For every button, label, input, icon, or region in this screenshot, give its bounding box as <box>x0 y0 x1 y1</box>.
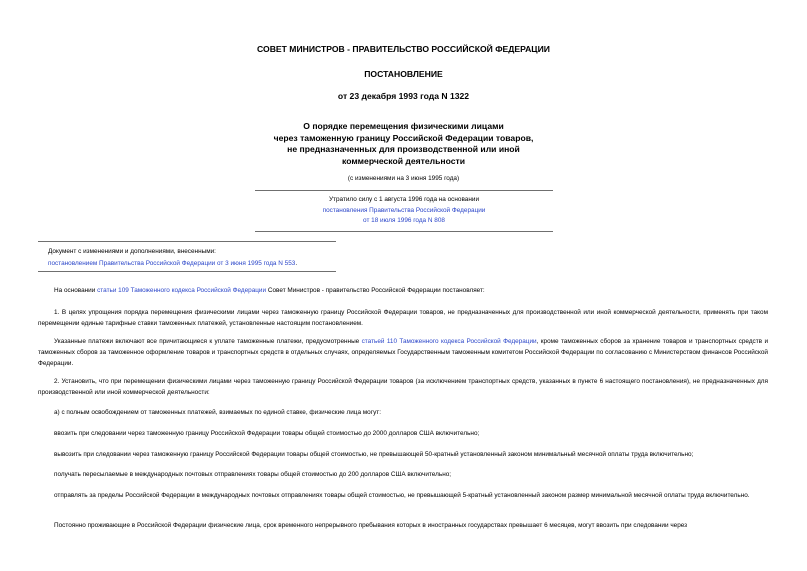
title-line: коммерческой деятельности <box>342 155 465 166</box>
divider <box>255 190 553 191</box>
status-box <box>255 195 553 227</box>
paragraph-1-payments: Указанные платежи включают все причитающиеся к уплате таможенные платежи, предусмотренные статьей 110 Таможенного кодекса Российской Федерации, кроме таможенных сборов за хранение товаров и транспортных средств и таможенных сборов за таможенное оформление товаров и транспортных средств в отдельных случаях, определяемых Государственным таможенным комитетом Российской Федерации по согласованию с Министерством финансов Российской Федерации. <box>38 338 769 368</box>
amending-decree-link[interactable]: постановлением Правительства Российской Федерации от 3 июня 1995 года N 553 <box>48 259 296 267</box>
divider <box>38 271 336 272</box>
amendment-sources <box>48 246 297 269</box>
repeal-decree-date-link[interactable]: от 18 июля 1996 года N 808 <box>363 217 445 224</box>
repeal-decree-link[interactable]: постановления Правительства Российской Федерации <box>322 206 486 214</box>
paragraph-postal-receive: получать пересылаемые в международных почтовых отправлениях товары общей стоимостью до 200 долларов США включительно; <box>54 471 452 478</box>
status-text: Утратило силу с 1 августа 1996 года на основании <box>328 196 480 203</box>
issuing-authority: СОВЕТ МИНИСТРОВ - ПРАВИТЕЛЬСТВО РОССИЙСКОЙ ФЕДЕРАЦИИ <box>257 44 550 54</box>
title-line: О порядке перемещения физическими лицами <box>303 121 504 131</box>
divider <box>255 231 553 232</box>
paragraph-residents: Постоянно проживающие в Российской Федерации физические лица, срок временного непрерывного пребывания которых в иностранных государствах превышает 6 месяцев, могут ввозить при следовании через <box>54 522 688 529</box>
title-line: через таможенную границу Российской Федерации товаров, <box>273 132 534 143</box>
paragraph-export-allowance: вывозить при следовании через таможенную границу Российской Федерации товары общей стоимостью, не превышающей 50-кратный установленный законом минимальный месячной оплаты труда включительно; <box>54 451 694 458</box>
paragraph-1: 1. В целях упрощения порядка перемещения физическими лицами через таможенную границу Российской Федерации товаров, не предназначенных для производственной или иной коммерческой деятельности, применять при таком перемещении единые тарифные ставки таможенных платежей, установленные настоящим постановлением. <box>38 309 768 328</box>
document-title <box>0 121 807 167</box>
paragraph-preamble: На основании статьи 109 Таможенного кодекса Российской Федерации Совет Министров - правительство Российской Федерации постановляет: <box>54 287 485 294</box>
paragraph-2: 2. Установить, что при перемещении физическими лицами через таможенную границу Российской Федерации товаров (за исключением транспортных средств, указанных в пункте 6 настоящего постановления), не предназначенных для производственной или иной коммерческой деятельности: <box>38 378 768 397</box>
amendments-note: (с изменениями на 3 июня 1995 года) <box>347 175 460 182</box>
document-type: ПОСТАНОВЛЕНИЕ <box>364 69 443 79</box>
customs-code-art109-link[interactable]: статьи 109 Таможенного кодекса Российской Федерации <box>97 287 267 294</box>
paragraph-import-allowance: ввозить при следовании через таможенную границу Российской Федерации товары общей стоимостью до 2000 долларов США включительно; <box>54 430 480 437</box>
amendment-sources-tail: . <box>295 259 298 267</box>
paragraph-postal-send: отправлять за пределы Российской Федерации в международных почтовых отправлениях товары общей стоимостью, не превышающей 5-кратный установленный законом размер минимальной месячной оплаты труда включительно. <box>54 492 750 499</box>
customs-code-art110-link[interactable]: статьей 110 Таможенного кодекса Российской Федерации <box>361 338 537 345</box>
amendment-sources-label: Документ с изменениями и дополнениями, внесенными: <box>48 248 216 255</box>
document-date-number: от 23 декабря 1993 года N 1322 <box>337 91 470 101</box>
title-line: не предназначенных для производственной или иной <box>287 144 520 155</box>
paragraph-2a: а) с полным освобождением от таможенных платежей, взимаемых по единой ставке, физические лица могут: <box>54 409 381 416</box>
divider <box>38 241 336 242</box>
